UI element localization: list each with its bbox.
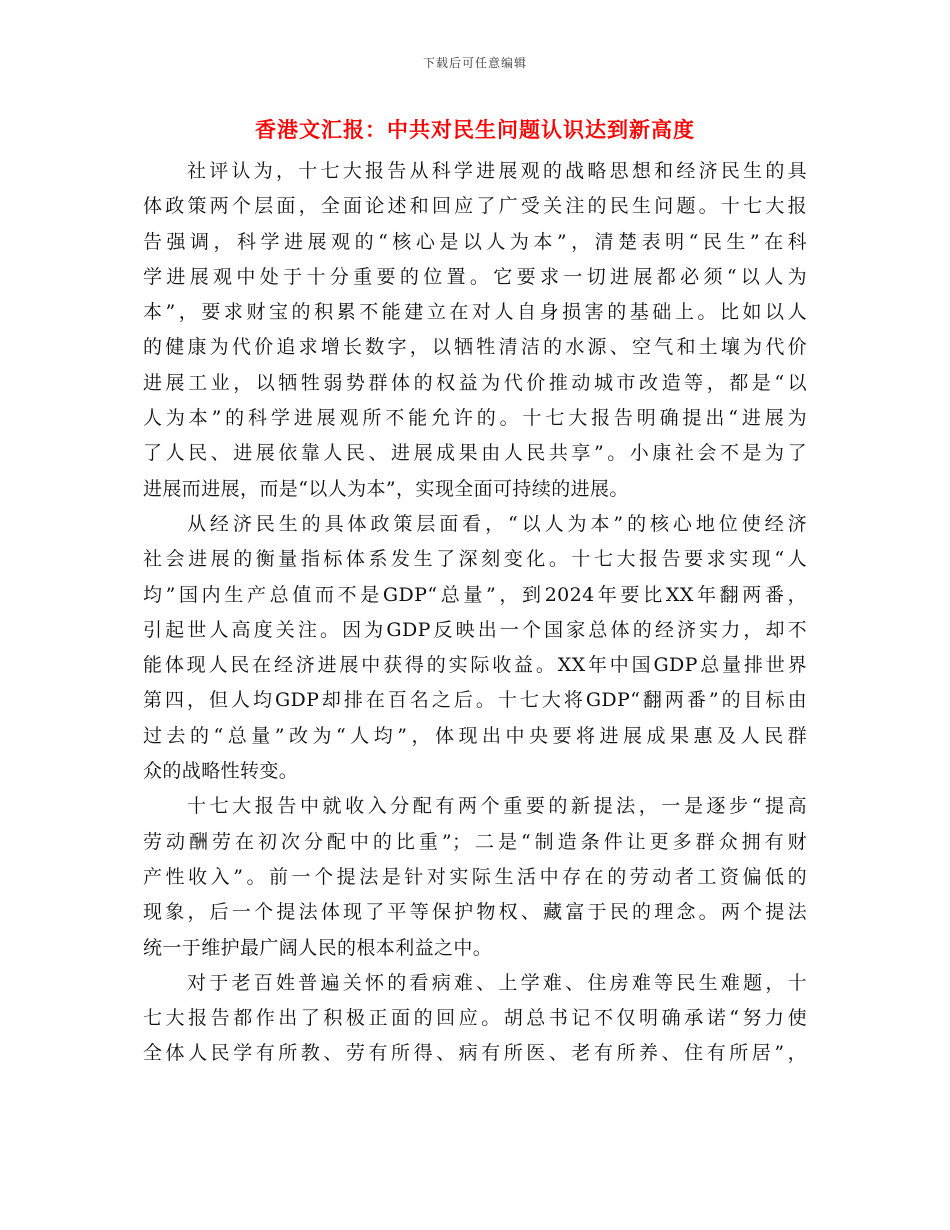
paragraph-3-line: 现象，后一个提法体现了平等保护物权、藏富于民的理念。两个提法 <box>143 901 807 924</box>
paragraph-1-line: 了人民、进展依靠人民、进展成果由人民共享”。小康社会不是为了 <box>143 442 807 465</box>
page-header-note: 下载后可任意编辑 <box>422 56 527 70</box>
paragraph-1-line: 人为本”的科学进展观所不能允许的。十七大报告明确提出“进展为 <box>143 407 807 430</box>
paragraph-1-line: 社评认为，十七大报告从科学进展观的战略思想和经济民生的具 <box>187 160 807 182</box>
paragraph-3-line: 产性收入”。前一个提法是针对实际生活中存在的劳动者工资偏低的 <box>143 865 807 888</box>
paragraph-2-line: 社会进展的衡量指标体系发生了深刻变化。十七大报告要求实现“人 <box>143 548 807 571</box>
paragraph-1-line: 的健康为代价追求增长数字，以牺牲清洁的水源、空气和土壤为代价 <box>143 336 807 359</box>
paragraph-1-line: 体政策两个层面，全面论述和回应了广受关注的民生问题。十七大报 <box>143 195 807 218</box>
paragraph-1-line: 学进展观中处于十分重要的位置。它要求一切进展都必须“以人为 <box>143 265 807 288</box>
paragraph-4-line: 全体人民学有所教、劳有所得、病有所医、老有所养、住有所居”， <box>143 1042 807 1065</box>
paragraph-1-line: 告强调，科学进展观的“核心是以人为本”，清楚表明“民生”在科 <box>143 230 807 253</box>
paragraph-3-line: 劳动酬劳在初次分配中的比重”；二是“制造条件让更多群众拥有财 <box>143 830 807 853</box>
paragraph-2-line: 从经济民生的具体政策层面看，“以人为本”的核心地位使经济 <box>187 512 807 535</box>
paragraph-2-line: 第四，但人均GDP却排在百名之后。十七大将GDP“翻两番”的目标由 <box>143 689 807 712</box>
paragraph-1-line: 进展工业，以牺牲弱势群体的权益为代价推动城市改造等，都是“以 <box>143 371 807 394</box>
paragraph-4-line: 对于老百姓普遍关怀的看病难、上学难、住房难等民生难题，十 <box>187 971 807 994</box>
paragraph-1-line: 本”，要求财宝的积累不能建立在对人自身损害的基础上。比如以人 <box>143 301 807 324</box>
article-title: 香港文汇报：中共对民生问题认识达到新高度 <box>255 117 695 142</box>
article-body <box>143 154 807 1072</box>
paragraph-4-line: 七大报告都作出了积极正面的回应。胡总书记不仅明确承诺“努力使 <box>143 1007 807 1030</box>
paragraph-2-line: 能体现人民在经济进展中获得的实际收益。XX年中国GDP总量排世界 <box>143 654 807 677</box>
paragraph-1-line: 进展而进展，而是“以人为本”，实现全面可持续的进展。 <box>143 477 629 500</box>
paragraph-2-line: 众的战略性转变。 <box>143 760 299 783</box>
paragraph-2-line: 均”国内生产总值而不是GDP“总量”，到2024年要比XX年翻两番， <box>143 583 807 606</box>
paragraph-3-line: 十七大报告中就收入分配有两个重要的新提法，一是逐步“提高 <box>187 795 807 818</box>
paragraph-2-line: 过去的“总量”改为“人均”，体现出中央要将进展成果惠及人民群 <box>143 724 807 747</box>
paragraph-3-line: 统一于维护最广阔人民的根本利益之中。 <box>143 936 493 959</box>
paragraph-2-line: 引起世人高度关注。因为GDP反映出一个国家总体的经济实力，却不 <box>143 618 807 641</box>
